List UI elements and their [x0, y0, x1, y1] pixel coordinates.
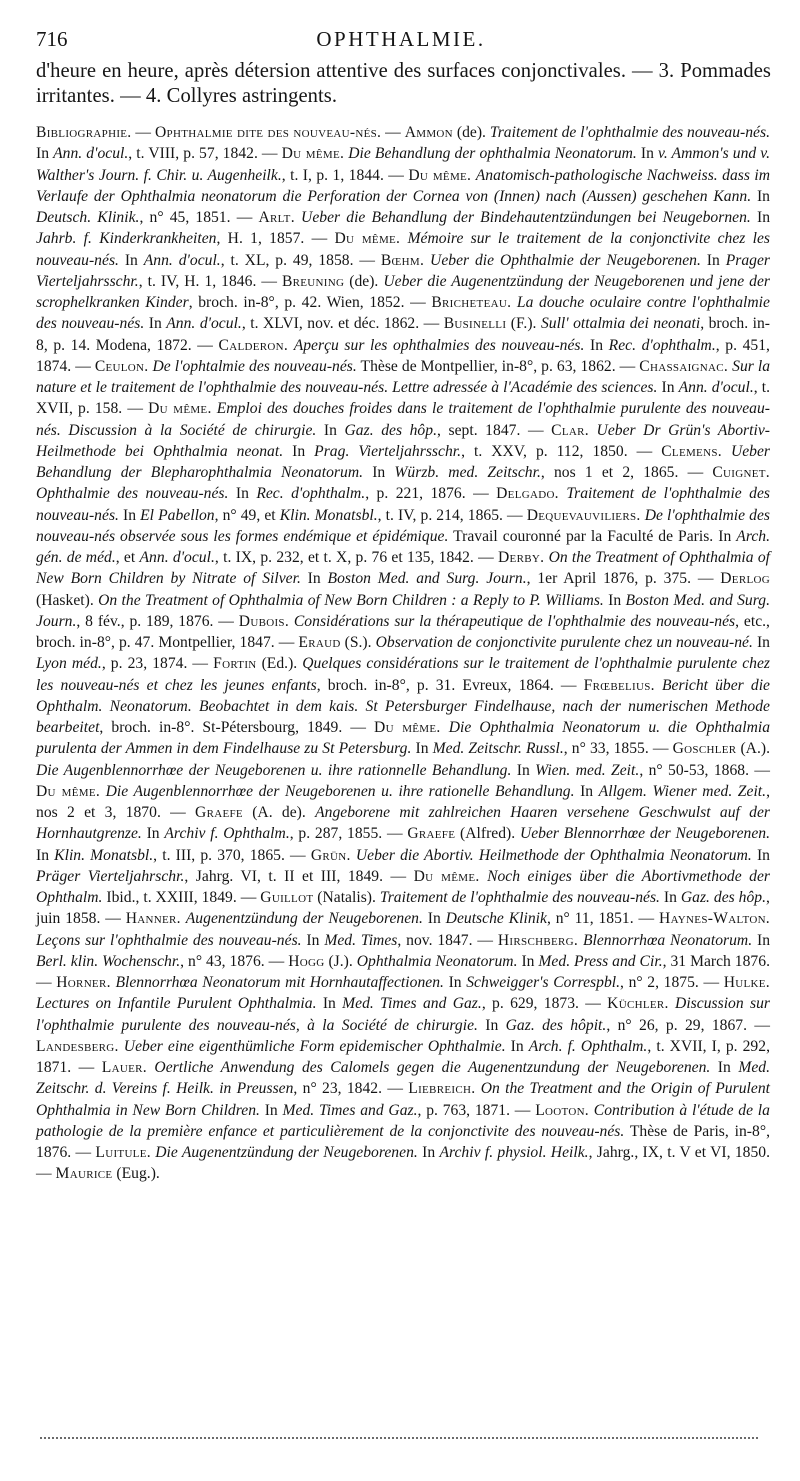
citation-title-italic: Archiv f. Ophthalm. [164, 825, 290, 843]
citation-title-italic: Ueber Blennorrhœe der Neugeborenen. [519, 825, 770, 843]
citation-title-italic: Rec. d'ophthalm. [256, 485, 366, 503]
citation-text: In [363, 464, 395, 481]
citation-author-smallcaps: Breuning [281, 272, 345, 290]
citation-title-italic: Anatomisch-pathologische Nachweiss. dass im Verlaufe der Ophthalmia neonatorum die Perforation der Cornea von (Innen) nach (Aussen) geschehen Kann. [36, 166, 771, 205]
citation-author-smallcaps: Chassaignac. [639, 357, 729, 375]
citation-title-italic: Berl. klin. Wochenschr. [36, 952, 181, 970]
citation-text: (Ed.). [256, 655, 303, 673]
citation-title-italic: Med. Times and Gaz. [282, 1101, 418, 1119]
citation-title-italic: Deutsche Klinik [445, 910, 547, 928]
citation-text: , p. 451, 1874. — [36, 336, 770, 375]
citation-title-italic: Gaz. des hôpit. [505, 1016, 607, 1034]
citation-title-italic: Oertliche Anwendung des Calomels gegen die Augenentzundung der Neugeborenen. [154, 1059, 711, 1076]
citation-author-smallcaps: Fortin [213, 655, 257, 673]
citation-text: In [316, 421, 345, 439]
citation-text: In [141, 825, 165, 843]
citation-author-smallcaps: Hulke. [723, 974, 770, 991]
citation-text: In [259, 1101, 283, 1119]
citation-text: , n° 50-53, 1868. — [639, 761, 770, 779]
citation-text [441, 719, 449, 736]
citation-text: , 1er April 1876, p. 375. — [526, 570, 721, 588]
citation-text [655, 677, 662, 694]
citation-text: In [750, 209, 771, 226]
citation-title-italic: Schweigger's Correspbl. [466, 974, 621, 991]
citation-text: In [636, 145, 659, 163]
citation-title-italic: Gaz. des hôp. [680, 889, 767, 906]
citation-title-italic: Boston Med. and Surg. Journ. [327, 570, 527, 588]
citation-author-smallcaps: Derlog [720, 570, 770, 588]
citation-author-smallcaps: Businelli [443, 315, 507, 333]
citation-text: In [700, 251, 726, 269]
citation-text: In [443, 974, 467, 991]
citation-title-italic: Die Ophthalmia Neonatorum u. die Ophthalmia purulenta der Ammen in dem Findelhause zu St Petersburg. [36, 719, 771, 758]
citation-author-smallcaps: Hirschberg. [497, 931, 579, 949]
citation-title-italic: Ueber eine eigenthümliche Form epidemischer Ophthalmie. [123, 1037, 506, 1055]
citation-title-italic: Klin. Monatsbl. [54, 846, 154, 864]
citation-title-italic: Jahrb. f. Kinderkrankheiten [36, 230, 217, 248]
citation-author-smallcaps: Guillot [260, 889, 314, 906]
citation-title-italic: Observation de conjonctivite purulente chez un nouveau-né. [375, 634, 753, 651]
citation-text: In [283, 442, 315, 460]
citation-text: Thèse de Paris, in-8°, 1876. — [36, 1122, 770, 1161]
citation-title-italic: Ueber die Behandlung der Bindehautentzündungen bei Neugebornen. [301, 209, 751, 226]
citation-title-italic: Discussion sur l'ophthalmie purulente des nouveau-nés, à la Société de chirurgie. [36, 995, 770, 1034]
citation-author-smallcaps: Horner. [56, 974, 111, 991]
citation-text: , t. IV, H. 1, 1846. — [138, 272, 282, 290]
citation-text: (de). [344, 272, 384, 290]
citation-text: , n° 23, 1842. — [293, 1080, 409, 1098]
citation-text: , sept. 1847. — [437, 421, 552, 439]
citation-title-italic: Ann. d'ocul. [139, 549, 215, 566]
citation-text: In [36, 145, 54, 163]
citation-title-italic: Die Augenblennorrhœe der Neugeborenen u. ihre rationelle Behandlung. [105, 782, 575, 800]
citation-title-italic: Arch. gén. de méd. [36, 527, 771, 566]
citation-text: In [657, 379, 679, 396]
citation-title-italic: Arch. f. Ophthalm. [528, 1037, 648, 1055]
citation-title-italic: Deutsch. Klinik. [36, 209, 140, 226]
citation-text: , t. XL, p. 49, 1858. — [220, 251, 381, 269]
citation-text: , t. XVII, I, p. 292, 1871. — [36, 1037, 770, 1076]
citation-text: , broch. in-8, p. 14. Modena, 1872. — [36, 315, 770, 354]
citation-text: , p. 221, 1876. — [365, 485, 497, 503]
citation-title-italic: v. Ammon's und v. Walther's Journ. f. Chir. u. Augenheilk. [36, 145, 770, 184]
citation-text: , n° 45, 1851. — [139, 209, 259, 226]
citation-title-italic: Blennorrhœa Neonatorum. [582, 931, 753, 949]
citation-text: Travail couronné par la Faculté de Paris. In [448, 527, 737, 545]
citation-author-smallcaps: Clar. [551, 421, 589, 439]
citation-title-italic: Med. Zeitschr. d. Vereins f. Heilk. in Preussen [36, 1059, 771, 1098]
citation-text: , Jahrg., IX, t. V et VI, 1850. — [36, 1144, 771, 1183]
citation-text: In [659, 889, 681, 906]
citation-author-smallcaps: Hanner. [125, 910, 181, 928]
citation-text: In [36, 846, 55, 864]
citation-text: In [751, 846, 770, 864]
citation-title-italic: Die Behandlung der ophthalmia Neonatorum. [348, 145, 637, 163]
citation-text: In [477, 1016, 506, 1034]
citation-title-italic: Contribution à l'étude de la pathologie de la première enfance et particulièrement de la conjonctivite des nouveau-nés. [36, 1101, 770, 1140]
citation-title-italic: De l'ophthalmie des nouveau-nés observée sous les formes endémique et épidémique. [36, 506, 770, 545]
citation-text: (de). [452, 124, 490, 141]
citation-title-italic: Prag. Vierteljahrsschr. [314, 442, 462, 460]
citation-text: In [118, 506, 141, 524]
citation-text: , n° 11, 1851. — [546, 910, 660, 928]
citation-text: In [751, 187, 770, 205]
citation-title-italic: Ueber die Abortiv. Heilmethode der Ophthalmia Neonatorum. [355, 846, 752, 864]
citation-author-smallcaps: Looton. [535, 1101, 590, 1119]
citation-text: , n° 26, p. 29, 1867. — [606, 1016, 770, 1034]
citation-author-smallcaps: Bibliographie. [36, 124, 132, 141]
citation-title-italic: Aperçu sur les ophthalmies des nouveau-nés. [293, 336, 585, 354]
citation-title-italic: Die Augenentzündung der Neugeborenen. [155, 1144, 418, 1161]
citation-text: , t. IX, p. 232, et t. X, p. 76 et 135, 1842. — [214, 549, 498, 566]
citation-text: , t. IV, p. 214, 1865. — [377, 506, 527, 524]
citation-title-italic: Lectures on Infantile Purulent Ophthalmia. [36, 995, 317, 1013]
citation-title-italic: Ann. d'ocul. [678, 379, 754, 396]
citation-title-italic: Archiv f. physiol. Heilk. [439, 1144, 589, 1161]
citation-text: (Hasket). [36, 591, 99, 609]
citation-title-italic: Traitement de l'ophthalmie des nouveau-nés. [489, 124, 771, 141]
citation-text: , t. XXV, p. 112, 1850. — [461, 442, 662, 460]
citation-author-smallcaps: Du même. [374, 719, 441, 736]
citation-title-italic: Med. Zeitschr. Russl. [432, 740, 564, 758]
citation-title-italic: Klin. Monatsbl. [279, 506, 378, 524]
citation-title-italic: Prager Vierteljahrsschr. [36, 251, 770, 290]
citation-text: , p. 23, 1874. — [101, 655, 214, 673]
citation-text: In [417, 1144, 440, 1161]
citation-text: , Jahrg. VI, t. II et III, 1849. — [184, 867, 414, 885]
citation-author-smallcaps: Goschler [672, 740, 737, 758]
citation-author-smallcaps: Maurice [55, 1165, 113, 1183]
citation-author-smallcaps: Haynes-Walton. [659, 910, 771, 928]
citation-author-smallcaps: Hogg [288, 952, 325, 970]
citation-title-italic: Med. Press and Cir. [538, 952, 663, 970]
citation-author-smallcaps: Calderon. [218, 336, 289, 354]
citation-text: , p. 287, 1855. — [289, 825, 408, 843]
citation-title-italic: Ann. d'ocul. [143, 251, 221, 269]
citation-text: , t. III, p. 370, 1865. — [153, 846, 311, 864]
citation-text: In [316, 995, 343, 1013]
citation-title-italic: Die Augenblennorrhœe der Neugeborenen u. ihre rationnelle Behandlung. [36, 761, 512, 779]
citation-title-italic: Ann. d'ocul. [53, 145, 129, 163]
citation-title-italic: La douche oculaire contre l'ophthalmie des nouveau-nés. [36, 294, 770, 333]
citation-author-smallcaps: Du même. [413, 867, 480, 885]
citation-text: , broch. in-8°, p. 31. Evreux, 1864. — [316, 676, 584, 694]
citation-text: (Natalis). [313, 889, 380, 906]
citation-text: Thèse de Montpellier, in-8°, p. 63, 1862. — [356, 357, 640, 375]
citation-author-smallcaps: Cuignet. [712, 464, 770, 481]
citation-text: In [411, 740, 433, 758]
citation-text: In [228, 485, 257, 503]
citation-title-italic: On the Treatment and the Origin of Purulent Ophthalmia in New Born Children. [36, 1080, 770, 1119]
citation-author-smallcaps: Grün. [310, 846, 351, 864]
citation-text: In [710, 1059, 739, 1076]
citation-author-smallcaps: Clemens. [661, 442, 722, 460]
citation-text: In [752, 931, 771, 949]
citation-text: , broch. in-8°, p. 42. Wien, 1852. — [188, 294, 432, 311]
citation-title-italic: Präger Vierteljahrschr. [36, 867, 185, 885]
citation-title-italic: Mémoire sur le traitement de la conjonctivite chez les nouveau-nés. [36, 230, 771, 269]
citation-title-italic: El Pabellon [140, 506, 215, 524]
citation-author-smallcaps: Frœbelius. [583, 676, 655, 694]
citation-title-italic: Bericht über die Ophthalm. Neonatorum. Beobachtet in dem kais. St Petersburger Findelhause, nach der numerischen Methode bearbeitet [36, 676, 770, 736]
page-number: 716 [36, 27, 68, 51]
citation-text: , nov. 1847. — [397, 931, 498, 949]
citation-author-smallcaps: Ceulon. [94, 357, 149, 375]
citation-author-smallcaps: Graefe [407, 825, 456, 843]
citation-author-smallcaps: Du même. [148, 400, 212, 418]
citation-author-smallcaps: Küchler. [607, 995, 669, 1013]
citation-text: In [144, 315, 167, 333]
citation-text: , p. 763, 1871. — [417, 1101, 536, 1119]
citation-text: , t. I, p. 1, 1844. — [281, 166, 409, 184]
intro-paragraph: d'heure en heure, après détersion attentive des surfaces conjonctivales. — 3. Pommades irritantes. — 4. Collyres astringents. [36, 60, 771, 107]
running-title: OPHTHALMIE. [316, 27, 486, 51]
citation-text: In [300, 570, 328, 588]
citation-text: , t. XVII, p. 158. — [36, 379, 770, 418]
citation-text [400, 230, 407, 247]
citation-text: , n° 43, 1876. — [180, 952, 289, 970]
citation-title-italic: On the Treatment of Ophthalmia of New Born Children by Nitrate of Silver. [36, 549, 771, 588]
citation-title-italic: Leçons sur l'ophthalmie des nouveau-nés. [36, 931, 302, 949]
citation-author-smallcaps: Du même. [408, 166, 472, 184]
citation-text: In [511, 761, 536, 779]
citation-text: , 31 March 1876. — [36, 952, 770, 991]
citation-author-smallcaps: Dequevauviliers. [526, 506, 641, 524]
citation-text: , broch. in-8°. St-Pétersbourg, 1849. — [99, 719, 375, 736]
citation-text: In [752, 634, 770, 651]
citation-text: In [517, 952, 539, 970]
citation-text: In [574, 782, 599, 800]
citation-text: — [131, 124, 155, 141]
citation-text: In [301, 931, 325, 949]
citation-text: (Alfred). [455, 825, 520, 843]
citation-title-italic: Würzb. med. Zeitschr. [394, 464, 541, 481]
citation-text: , n° 2, 1875. — [620, 974, 724, 991]
citation-title-italic: Boston Med. and Surg. Journ. [36, 591, 770, 630]
citation-title-italic: Noch einiges über die Abortivmethode der Ophthalm. [36, 867, 770, 906]
citation-text: (Eug.). [112, 1165, 160, 1183]
bibliography-paragraph [36, 122, 770, 1185]
citation-title-italic: Augenentzündung der Neugeborenen. [185, 910, 423, 928]
citation-author-smallcaps: Lauer. [101, 1059, 147, 1076]
citation-text: , n° 33, 1855. — [563, 740, 673, 758]
citation-title-italic: Angeborene mit zahlreichen Haaren versehene Geschwulst auf der Hornhautgrenze. [36, 804, 770, 843]
citation-author-smallcaps: Du même. [36, 782, 101, 800]
citation-text [722, 443, 731, 460]
citation-author-smallcaps: Derby. [497, 549, 545, 566]
citation-text: , nos 2 et 3, 1870. — [36, 782, 770, 821]
citation-text: In [422, 910, 446, 928]
citation-author-smallcaps: Eraud [298, 634, 341, 651]
citation-author-smallcaps: Delgado. [496, 485, 559, 503]
citation-title-italic: Ueber Dr Grün's Abortiv-Heilmethode bei Ophthalmia neonat. [36, 421, 770, 460]
citation-text: (J.). [324, 952, 357, 970]
citation-text: , t. VIII, p. 57, 1842. — [128, 145, 282, 163]
citation-text: In [584, 336, 609, 354]
citation-text [480, 868, 487, 885]
citation-author-smallcaps: Luitule. [95, 1144, 151, 1161]
citation-author-smallcaps: Ophthalmie dite des nouveau-nés. [154, 124, 382, 141]
citation-title-italic: Sur la nature et le traitement de l'ophthalmie des nouveau-nés. Lettre adressée à l'Académie des sciences. [36, 357, 771, 396]
citation-author-smallcaps: Bœhm. [380, 251, 425, 269]
citation-title-italic: Med. Times [324, 931, 398, 949]
citation-author-smallcaps: Graefe [195, 804, 243, 821]
citation-text: , n° 49, et [214, 506, 280, 524]
citation-text: , etc., broch. in-8°, p. 47. Montpellier, 1847. — [36, 612, 770, 651]
citation-title-italic: Rec. d'ophthalm. [608, 336, 716, 354]
citation-title-italic: Considérations sur la thérapeutique de l'ophthalmie des nouveau-nés [293, 612, 736, 630]
footer-dotted-rule [40, 1437, 758, 1439]
citation-text [589, 422, 597, 439]
citation-title-italic: Wien. med. Zeit. [535, 761, 640, 779]
running-head [36, 24, 766, 54]
citation-text: , 8 fév., p. 189, 1876. — [76, 612, 239, 630]
citation-author-smallcaps: Landesberg. [36, 1037, 119, 1055]
citation-title-italic: Gaz. des hôp. [344, 421, 437, 439]
citation-text: , et [115, 549, 140, 566]
citation-author-smallcaps: Bricheteau. [431, 294, 512, 311]
citation-title-italic: Lyon méd. [36, 655, 102, 673]
citation-title-italic: De l'ophtalmie des nouveau-nés. [152, 357, 357, 375]
citation-title-italic: Traitement de l'ophthalmie des nouveau-nés. [36, 485, 770, 524]
citation-text: (A. de). [242, 804, 316, 821]
citation-text: (F.). [506, 315, 541, 333]
citation-title-italic: Ophthalmia Neonatorum. [356, 952, 518, 970]
citation-title-italic: Ophthalmie des nouveau-nés. [36, 485, 229, 503]
citation-title-italic: Quelques considérations sur le traitement de l'ophthalmie purulente chez les nouveau-nés et chez les jeunes enfants [36, 655, 770, 694]
citation-title-italic: Ueber die Ophthalmie der Neugeborenen. [430, 251, 701, 269]
citation-author-smallcaps: Du même. [334, 230, 401, 248]
citation-text: , juin 1858. — [36, 889, 770, 928]
citation-text: In [118, 251, 144, 269]
citation-title-italic: Allgem. Wiener med. Zeit. [598, 782, 767, 800]
citation-author-smallcaps: Du même. [281, 145, 345, 163]
citation-text: , t. XLVI, nov. et déc. 1862. — [241, 315, 444, 333]
citation-text: , p. 629, 1873. — [481, 995, 608, 1013]
citation-title-italic: Blennorrhœa Neonatorum mit Hornhautaffectionen. [115, 974, 444, 991]
citation-title-italic: Emploi des douches froides dans le traitement de l'ophthalmie purulente des nouveau-nés. Discussion à la Société de chirurgie. [36, 400, 770, 439]
citation-text: In [505, 1037, 529, 1055]
citation-title-italic: Ueber die Augenentzündung der Neugeborenen und jene der scrophelkranken Kinder [36, 272, 770, 311]
citation-text: Ibid., t. XXIII, 1849. — [102, 889, 261, 906]
citation-text: , nos 1 et 2, 1865. — [540, 464, 713, 481]
citation-title-italic: On the Treatment of Ophthalmia of New Born Children : a Reply to P. Williams. [98, 591, 604, 609]
citation-author-smallcaps: Arlt. [258, 209, 295, 226]
citation-author-smallcaps: Dubois. [238, 612, 290, 630]
citation-author-smallcaps: Liebreich. [408, 1080, 476, 1098]
citation-text: In [603, 591, 626, 609]
citation-text: — [381, 124, 405, 141]
citation-text: (A.). [736, 740, 771, 758]
citation-title-italic: Med. Times and Gaz. [342, 995, 482, 1013]
citation-title-italic: Sull' ottalmia dei neonati [540, 315, 701, 333]
citation-title-italic: Ueber Behandlung der Blepharophthalmia Neonatorum. [36, 442, 771, 481]
citation-text: , H. 1, 1857. — [216, 230, 335, 248]
citation-title-italic: Ann. d'ocul. [166, 315, 242, 333]
citation-author-smallcaps: Ammon [404, 124, 453, 141]
citation-text: (S.). [340, 634, 376, 651]
citation-title-italic: Traitement de l'ophthalmie des nouveau-nés. [379, 889, 660, 906]
